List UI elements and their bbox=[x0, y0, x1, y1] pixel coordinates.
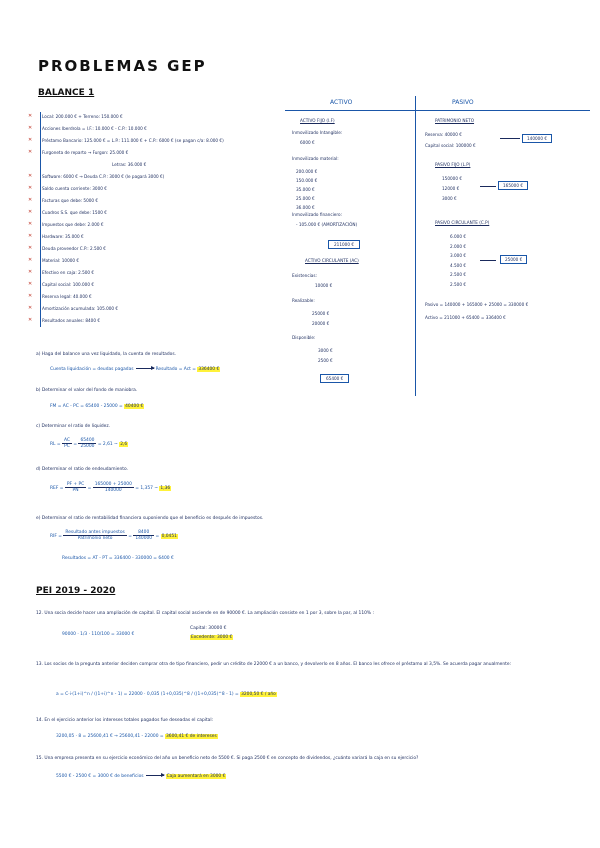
list-item bbox=[28, 134, 224, 146]
list-item-text: Hardware: 35.000 € bbox=[42, 233, 84, 239]
list-item bbox=[28, 146, 224, 158]
question-13: 13. Los socios de la pregunta anterior deciden comprar otra de tipo financiero, pedir un crédito de 22000 € a un banco, y devolverlo en 8 años. El banco les ofrece el préstamo al 3,5%. Se acuerda pagar anualmente: bbox=[36, 662, 512, 667]
answer-14: 3200,05 · 8 = 25600,41 € → 25600,41 - 22000 = 3600,41 € de intereses bbox=[56, 734, 217, 739]
realizable-label: Realizable: bbox=[292, 298, 315, 303]
answer-b: FM = AC - PC = 65400 - 25000 = 40400 € bbox=[50, 404, 144, 409]
balance-mid-line bbox=[415, 96, 416, 396]
list-item-text: Furgoneta de reparto → Furgon: 25.000 € bbox=[42, 149, 129, 155]
list-item bbox=[28, 206, 224, 218]
pasivo-circulante-label: PASIVO CIRCULANTE (C.P) bbox=[435, 220, 490, 225]
cross-mark-icon: ✕ bbox=[28, 305, 33, 311]
pf-arrow bbox=[480, 186, 496, 187]
list-item-text: Acciones Iberdrola = I.F.: 10.000 € - C.P.: 10.000 € bbox=[42, 125, 147, 131]
answer-d: REF = $\frac{PF + PC}{PN}$ = $\frac{165000 + 25000}{140000}$ = 1,357 ~ 1,36 bbox=[50, 482, 171, 493]
answer-e: RIF = $\frac{\text{Resultado antes impuestos}}{\text{Patrimonio neto}}$ = $\frac{8400}{140000}$ = 0,0451 bbox=[50, 530, 177, 541]
pasivo-circulante-total: 25000 € bbox=[500, 255, 527, 264]
realizable-values bbox=[312, 309, 329, 329]
balance-heading: BALANCE 1 bbox=[38, 88, 95, 98]
balance-value: 2500 € bbox=[318, 358, 333, 363]
list-item-text: Efectivo en caja: 2.500 € bbox=[42, 269, 95, 275]
cross-mark-icon: ✕ bbox=[28, 221, 33, 227]
answer-13: a = C·i·(1+i)^n / ((1+i)^n - 1) = 22000 · 0,035 (1+0,035)^8 / ((1+0,035)^8 - 1) = 3200,50 € / año bbox=[56, 692, 276, 697]
answer-12: 90000 · 1/3 · 110/100 = 33000 € bbox=[62, 632, 135, 637]
cross-mark-icon: ✕ bbox=[28, 233, 33, 239]
list-item bbox=[28, 218, 224, 230]
balance-value: 2.000 € bbox=[450, 243, 466, 249]
disponible-values bbox=[318, 346, 333, 366]
balance-value: 200.000 € bbox=[296, 169, 318, 174]
balance-value: 3000 € bbox=[442, 196, 457, 201]
answer-c: RL = $\frac{AC}{PC}$ = $\frac{65400}{25000}$ = 2,61 ~ 2,6 bbox=[50, 438, 128, 449]
intangible-label: Inmovilizado Intangible: bbox=[292, 130, 343, 135]
activo-title: ACTIVO bbox=[330, 99, 353, 106]
balance-value: 3.000 € bbox=[450, 253, 466, 258]
list-divider bbox=[40, 112, 41, 327]
balance-value: 6.000 € bbox=[450, 234, 466, 239]
balance-value: 36.000 € bbox=[296, 205, 315, 210]
list-item bbox=[28, 290, 224, 302]
balance-top-line bbox=[285, 110, 590, 111]
list-item-text: Resultados anuales: 8400 € bbox=[42, 317, 100, 323]
page-title: PROBLEMAS GEP bbox=[38, 57, 207, 75]
list-item bbox=[28, 182, 224, 194]
patrimonio-neto-label: PATRIMONIO NETO bbox=[435, 118, 475, 123]
cross-mark-icon: ✕ bbox=[28, 113, 33, 119]
list-item bbox=[28, 278, 224, 290]
existencias-label: Existencias: bbox=[292, 273, 317, 278]
balance-value: 4.500 € bbox=[450, 262, 466, 268]
answer-13-result: 3200,50 € / año bbox=[241, 692, 276, 697]
answer-e-result: 0,0451 bbox=[161, 534, 177, 539]
cross-mark-icon: ✕ bbox=[28, 281, 33, 287]
list-item bbox=[28, 230, 224, 242]
question-12: 12. Una socia decide hacer una ampliación de capital. El capital social asciende en de 90000 €. La ampliación consiste en 1 por 3, sobre la par, al 110% : bbox=[36, 611, 374, 616]
list-item bbox=[28, 122, 224, 134]
list-item-text: Facturas que debe: 5000 € bbox=[42, 197, 99, 203]
financiero-label: Inmovilizado financiero: bbox=[292, 212, 342, 217]
pei-heading: PEI 2019 - 2020 bbox=[36, 586, 116, 596]
list-item-text: Reserva legal: 40.000 € bbox=[42, 293, 92, 299]
list-item bbox=[28, 158, 224, 170]
list-item bbox=[28, 194, 224, 206]
list-item-text: Software: 6000 € → Deuda C.P.: 3000 € (le pagará 3000 €) bbox=[42, 173, 165, 179]
pasivo-circulante-values bbox=[450, 232, 466, 289]
reserva-line: Reserva: 40000 € bbox=[425, 132, 462, 137]
list-item bbox=[28, 110, 224, 122]
activo-sum: Activo = 211000 + 65400 = 336400 € bbox=[425, 315, 506, 320]
pn-arrow bbox=[500, 138, 520, 139]
balance-value: 2.500 € bbox=[450, 272, 466, 277]
activo-fijo-total: 211000 € bbox=[328, 240, 360, 249]
list-item-text: Impuestos que debe: 2.000 € bbox=[42, 221, 104, 227]
balance-value: 35.000 € bbox=[296, 187, 315, 192]
capital-line: Capital social: 100000 € bbox=[425, 143, 476, 148]
list-item-text: Material: 10000 € bbox=[42, 257, 80, 263]
existencias-value: 10000 € bbox=[315, 283, 333, 288]
activo-circulante-total: 65400 € bbox=[320, 374, 349, 383]
disponible-label: Disponible: bbox=[292, 335, 316, 340]
cross-mark-icon: ✕ bbox=[28, 125, 33, 131]
activo-fijo-label: ACTIVO FIJO (I.F) bbox=[300, 118, 335, 123]
cross-mark-icon: ✕ bbox=[28, 173, 33, 179]
list-item bbox=[28, 266, 224, 278]
answer-12-split bbox=[170, 626, 233, 640]
pasivo-fijo-values bbox=[442, 174, 462, 204]
question-d: d) Determinar el ratio de endeudamiento. bbox=[36, 467, 128, 472]
question-14: 14. En el ejercicio anterior los intereses totales pagados fue deseadas el capital: bbox=[36, 718, 214, 723]
list-item-text: Cuadros S.S. que debe: 1500 € bbox=[42, 209, 107, 215]
cross-mark-icon: ✕ bbox=[28, 209, 33, 215]
cross-mark-icon: ✕ bbox=[28, 185, 33, 191]
cross-mark-icon: ✕ bbox=[28, 269, 33, 275]
list-item bbox=[28, 170, 224, 182]
question-b: b) Determinar el valor del fondo de maniobra. bbox=[36, 388, 138, 393]
balance-value: 12000 € bbox=[442, 186, 460, 191]
list-item-text: Deuda proveedor C.P.: 2.500 € bbox=[42, 245, 106, 251]
balance-value: 150000 € bbox=[442, 176, 462, 181]
financiero-value: - 105.000 € (AMORTIZACIÓN) bbox=[296, 222, 358, 227]
answer-14-result: 3600,41 € de intereses bbox=[166, 734, 217, 739]
question-c: c) Determinar el ratio de liquidez. bbox=[36, 424, 111, 429]
list-item-text: Capital social: 100.000 € bbox=[42, 281, 95, 287]
answer-b-result: 40400 € bbox=[125, 404, 144, 409]
material-label: Inmovilizado material: bbox=[292, 156, 339, 161]
pasivo-title: PASIVO bbox=[452, 99, 474, 106]
cross-mark-icon: ✕ bbox=[28, 317, 33, 323]
list-item-text: Letras: 36.000 € bbox=[112, 161, 147, 167]
answer-12-excedente: Excedente: 3000 € bbox=[191, 635, 233, 640]
balance-value: 150.000 € bbox=[296, 178, 318, 183]
cross-mark-icon: ✕ bbox=[28, 257, 33, 263]
list-item bbox=[28, 302, 224, 314]
pasivo-sum: Pasivo = 140000 + 165000 + 25000 = 330000 € bbox=[425, 302, 529, 307]
balance-value: 25.000 € bbox=[296, 196, 315, 201]
answer-15-result: Caja aumentará en 3000 € bbox=[166, 774, 226, 779]
list-item-text: Amortización acumulada: 105.000 € bbox=[42, 305, 119, 311]
balance-value: 20000 € bbox=[312, 321, 330, 326]
pasivo-fijo-total: 165000 € bbox=[498, 181, 528, 190]
balance-value: 25000 € bbox=[312, 311, 330, 316]
patrimonio-neto-total: 140000 € bbox=[522, 134, 552, 143]
balance-value: 3000 € bbox=[318, 348, 333, 353]
list-item bbox=[28, 242, 224, 254]
answer-d-result: 1,36 bbox=[160, 486, 171, 491]
balance-value: 2.500 € bbox=[450, 281, 466, 287]
list-item-text: Préstamo Bancario: 125.000 € = L.P.: 111.000 € + C.P.: 6000 € (se pagan c/a: 8.000 €) bbox=[42, 137, 224, 143]
pasivo-fijo-label: PASIVO FIJO (L.P) bbox=[435, 162, 471, 167]
material-values bbox=[296, 167, 317, 212]
list-item-text: Saldo cuenta corriente: 3000 € bbox=[42, 185, 107, 191]
answer-a: Cuenta liquidación = deudas pagadas Resultado = Act = 336400 € bbox=[50, 367, 220, 372]
intangible-value: 6000 € bbox=[300, 140, 315, 145]
cross-mark-icon: ✕ bbox=[28, 245, 33, 251]
cross-mark-icon: ✕ bbox=[28, 197, 33, 203]
cross-mark-icon: ✕ bbox=[28, 293, 33, 299]
answer-c-result: 2,6 bbox=[120, 442, 128, 447]
answer-a-result: 336400 € bbox=[198, 367, 220, 372]
cross-mark-icon: ✕ bbox=[28, 137, 33, 143]
list-item bbox=[28, 314, 224, 326]
question-e: e) Determinar el ratio de rentabilidad financiera suponiendo que el beneficio es después de impuestos. bbox=[36, 516, 264, 521]
question-a: a) Haga del balance una vez liquidado, la cuenta de resultados. bbox=[36, 352, 177, 357]
list-item-text: Local: 200.000 € + Terreno: 150.000 € bbox=[42, 113, 123, 119]
list-item bbox=[28, 254, 224, 266]
answer-e-resultados: Resultados = AT - PT = 336400 - 330000 = 6400 € bbox=[62, 556, 174, 561]
answer-12-capital: Capital: 30000 € bbox=[190, 626, 227, 631]
question-15: 15. Una empresa presenta en su ejercicio económico del año un beneficio neto de 5500 €. Si paga 2500 € en concepto de dividendos, ¿cuánto variará la caja en su ejercicio? bbox=[36, 756, 419, 761]
pc-arrow bbox=[480, 260, 496, 261]
cross-mark-icon: ✕ bbox=[28, 149, 33, 155]
answer-15: 5500 € - 2500 € = 3000 € de beneficios Caja aumentará en 3000 € bbox=[56, 774, 226, 779]
items-list bbox=[28, 110, 224, 326]
activo-circulante-label: ACTIVO CIRCULANTE (AC) bbox=[305, 258, 359, 263]
